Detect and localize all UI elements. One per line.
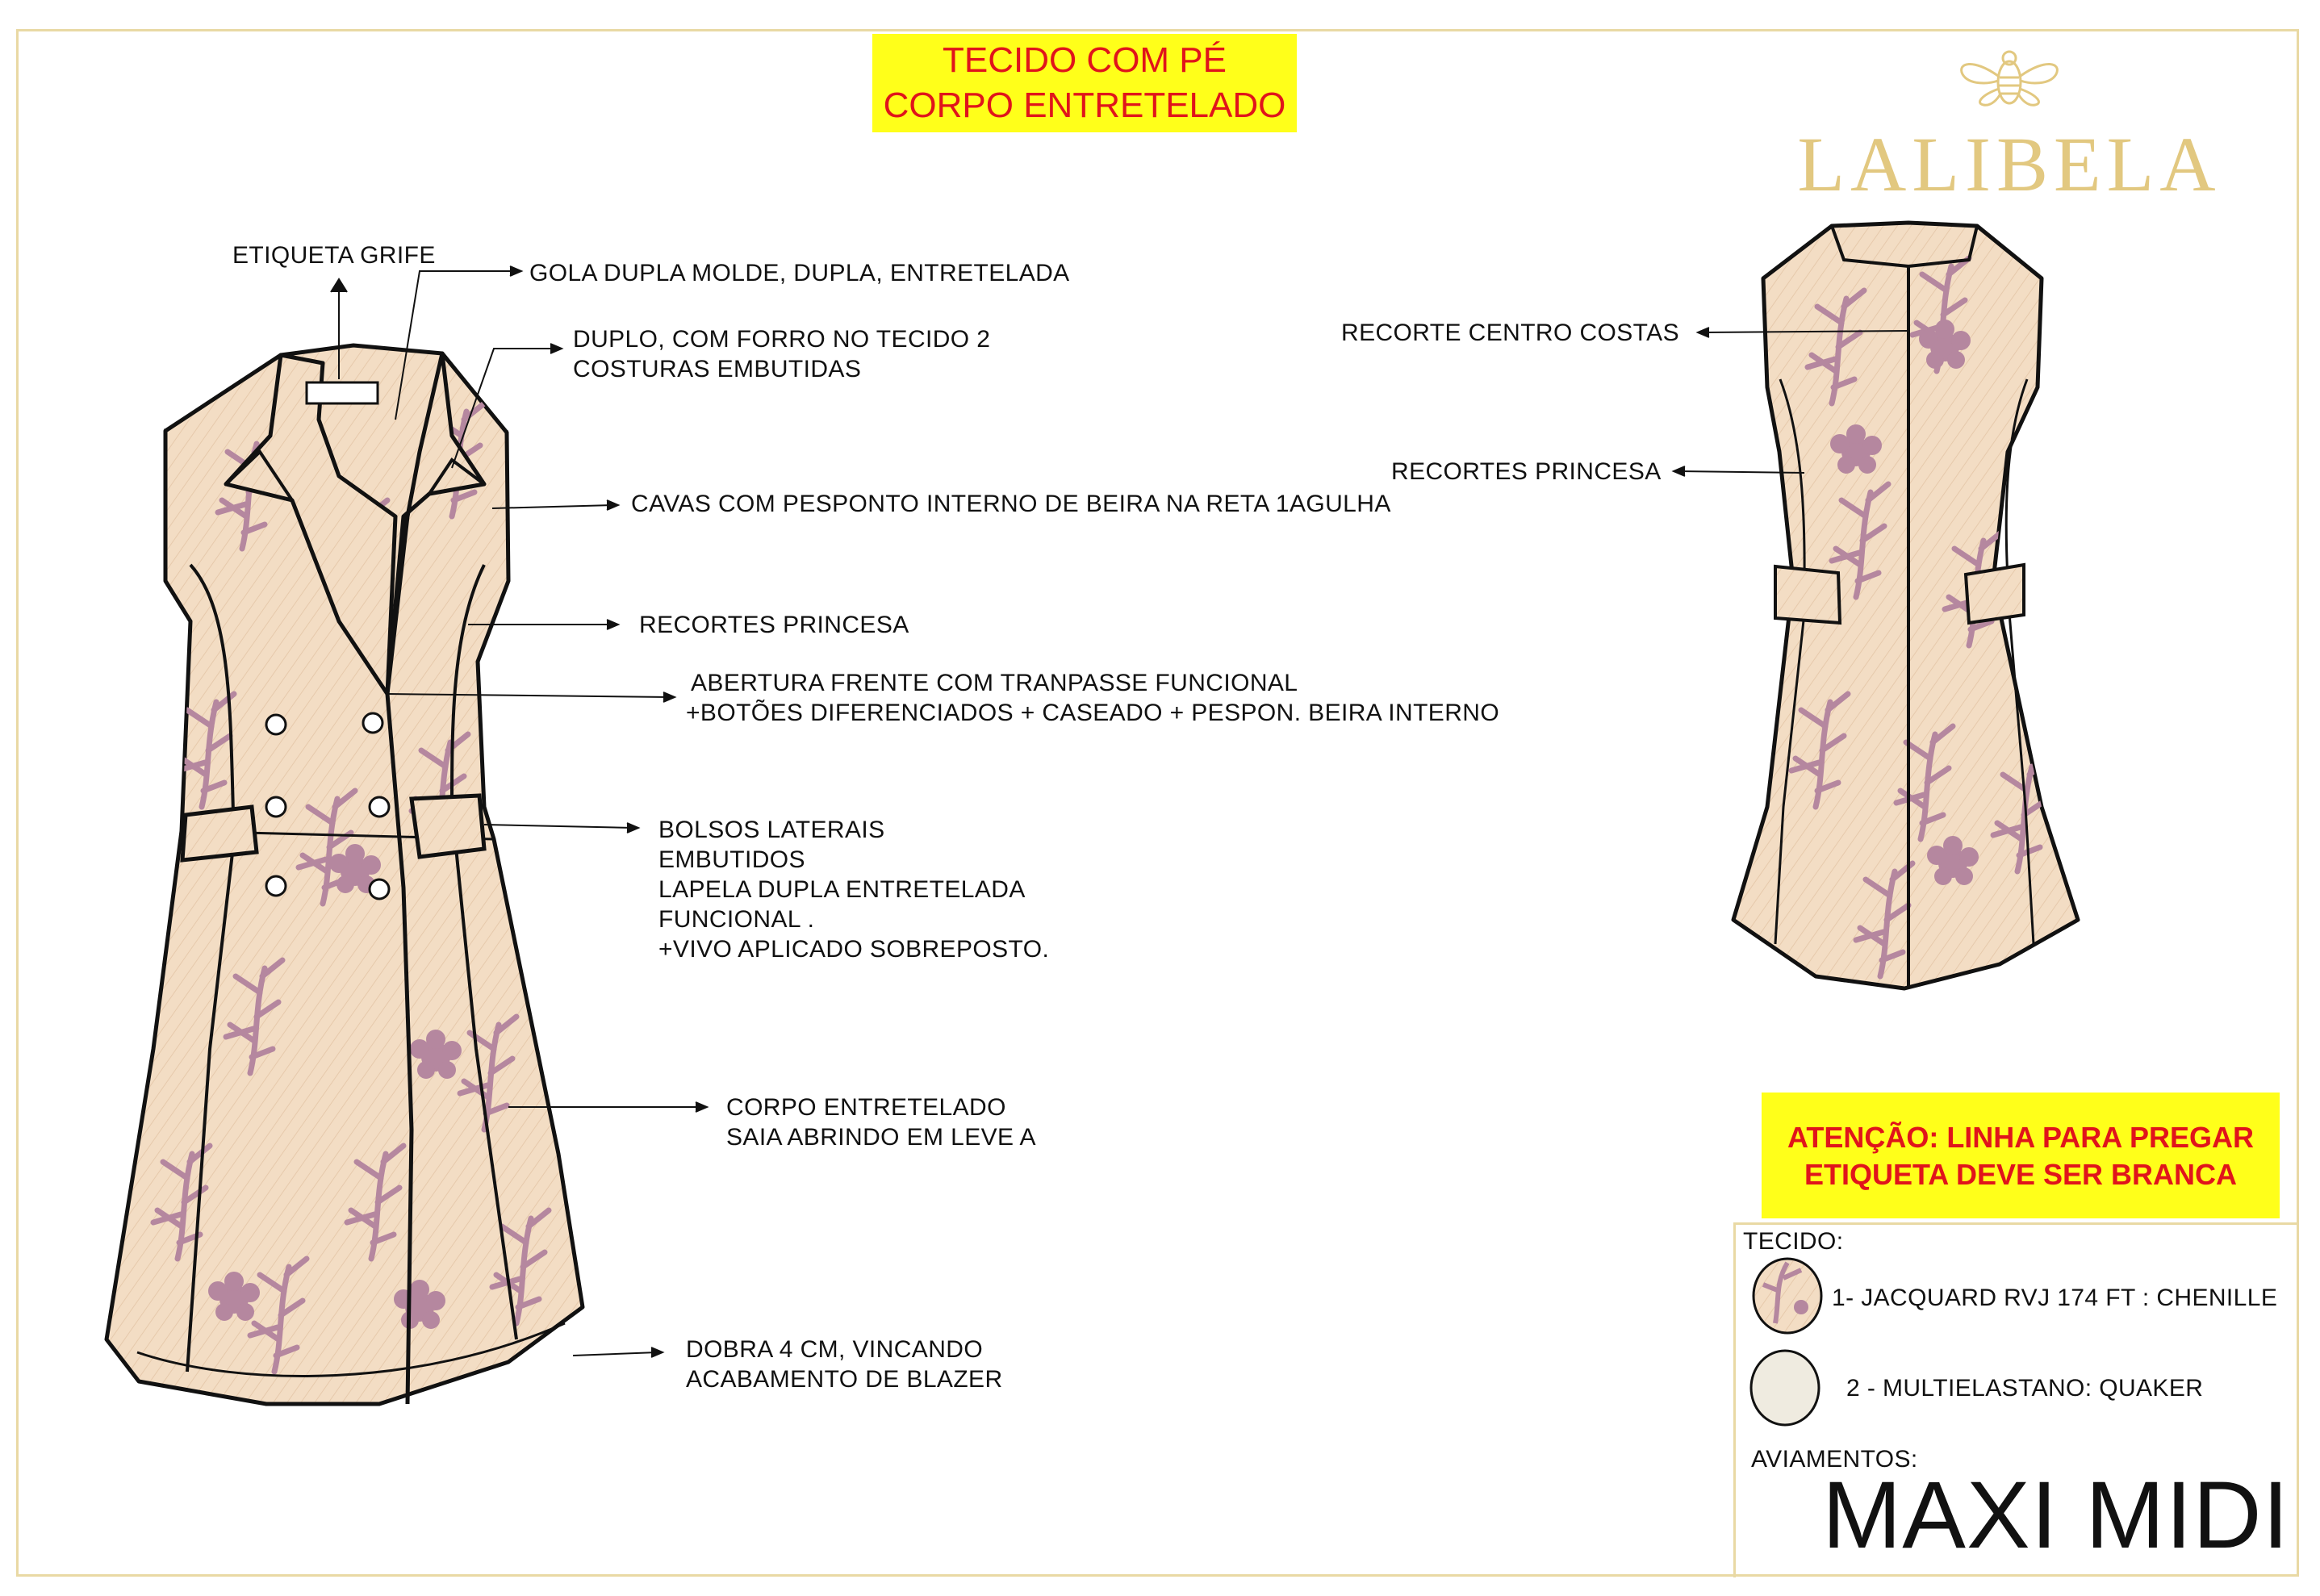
callout-label-brand: ETIQUETA GRIFE [232, 242, 436, 269]
callout-lining: DUPLO, COM FORRO NO TECIDO 2 COSTURAS EMBUTIDAS [573, 326, 991, 382]
notice-line-1: TECIDO COM PÉ [942, 40, 1227, 80]
attention-banner [1762, 1093, 2280, 1218]
front-pocket-flap-left [182, 807, 257, 860]
back-pocket-flap-right [1966, 565, 2024, 623]
front-dress-drawing [107, 345, 583, 1404]
callout-leader-lines [331, 266, 1908, 1357]
brand-label-tag [307, 382, 378, 403]
back-pocket-flap-left [1775, 566, 1840, 623]
back-dress-drawing [1733, 223, 2078, 988]
callout-princess-front: RECORTES PRINCESA [639, 612, 909, 638]
callout-center-back: RECORTE CENTRO COSTAS [1341, 320, 1679, 346]
attention-line-1: ATENÇÃO: LINHA PARA PREGAR [1787, 1121, 2254, 1154]
callout-princess-back: RECORTES PRINCESA [1391, 458, 1662, 485]
callout-collar: GOLA DUPLA MOLDE, DUPLA, ENTRETELADA [529, 260, 1070, 286]
callout-pockets: BOLSOS LATERAIS EMBUTIDOS LAPELA DUPLA ENTRETELADA FUNCIONAL . +VIVO APLICADO SOBREPOSTO. [658, 817, 1050, 963]
callout-hem: DOBRA 4 CM, VINCANDO ACABAMENTO DE BLAZER [686, 1336, 1003, 1393]
callout-armholes: CAVAS COM PESPONTO INTERNO DE BEIRA NA RETA 1AGULHA [631, 491, 1391, 517]
fabric-heading: TECIDO: [1743, 1228, 1844, 1255]
front-pocket-flap-right [412, 796, 484, 857]
trims-heading: AVIAMENTOS: [1751, 1446, 1918, 1473]
callout-body: CORPO ENTRETELADO SAIA ABRINDO EM LEVE A [726, 1094, 1036, 1151]
brand-name: LALIBELA [1797, 121, 2222, 207]
fabric-2-label: 2 - MULTIELASTANO: QUAKER [1846, 1375, 2204, 1402]
notice-line-2: CORPO ENTRETELADO [883, 86, 1286, 125]
callout-front-opening: ABERTURA FRENTE COM TRANPASSE FUNCIONAL +BOTÕES DIFERENCIADOS + CASEADO + PESPON. BEIRA INTERNO [686, 670, 1500, 726]
model-name: MAXI MIDI [1822, 1462, 2290, 1569]
attention-line-2: ETIQUETA DEVE SER BRANCA [1804, 1158, 2238, 1191]
fabric-1-label: 1- JACQUARD RVJ 174 FT : CHENILLE [1832, 1285, 2278, 1311]
